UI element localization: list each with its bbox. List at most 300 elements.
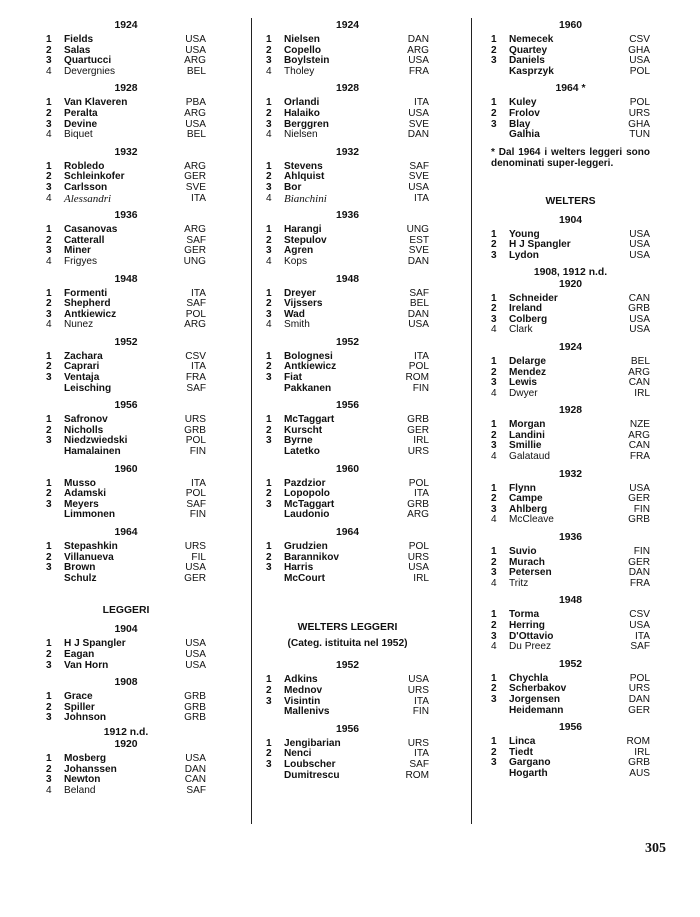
country-code: DAN	[628, 567, 650, 579]
result-row	[491, 579, 650, 590]
result-row	[491, 130, 650, 141]
athlete-name: Formenti	[64, 287, 108, 299]
country-code: ARG	[628, 366, 650, 378]
rank: 3	[266, 372, 272, 384]
athlete-name: Dwyer	[509, 387, 538, 399]
year-block	[46, 274, 206, 331]
country-code: ITA	[635, 630, 650, 642]
rank: 3	[491, 118, 497, 130]
column-divider	[471, 18, 472, 824]
athlete-name: Morgan	[509, 419, 546, 431]
country-code: ROM	[405, 372, 429, 384]
year-block	[46, 527, 206, 584]
rank: 2	[266, 361, 272, 373]
rank: 4	[46, 319, 52, 331]
rank: 2	[46, 551, 52, 563]
country-code: SAF	[186, 298, 206, 310]
country-code: SAF	[630, 641, 650, 653]
year-block	[46, 400, 206, 457]
athlete-name: Nunez	[64, 319, 94, 331]
athlete-name: Landini	[509, 429, 545, 441]
country-code: CAN	[628, 440, 650, 452]
athlete-name: Peralta	[64, 107, 98, 119]
result-row	[46, 67, 206, 78]
country-code: USA	[629, 313, 650, 325]
country-code: CAN	[184, 774, 206, 786]
year-block	[266, 724, 429, 781]
rank: 2	[491, 107, 497, 119]
year-block	[491, 279, 650, 336]
result-row	[491, 389, 650, 400]
result-row	[266, 320, 429, 331]
athlete-name: Biquet	[64, 129, 93, 141]
country-code: FIN	[412, 382, 429, 394]
rank: 3	[491, 503, 497, 515]
rank: 2	[266, 107, 272, 119]
rank: 4	[491, 324, 497, 336]
result-row	[491, 642, 650, 653]
country-code: UNG	[406, 224, 429, 236]
rank: 2	[491, 493, 497, 505]
athlete-name: Ahlquist	[284, 171, 325, 183]
athlete-name: Adkins	[284, 674, 318, 686]
country-code: ITA	[414, 748, 429, 760]
country-code: FIN	[633, 503, 650, 515]
athlete-name: Ireland	[509, 303, 543, 315]
athlete-name: Hogarth	[509, 767, 548, 779]
rank: 1	[491, 355, 497, 367]
section-title-welters: WELTERS	[545, 195, 596, 207]
year-block	[491, 595, 650, 652]
country-code: GHA	[628, 118, 650, 130]
athlete-name: Alessandri	[64, 192, 112, 205]
athlete-name: Harris	[284, 562, 314, 574]
athlete-name: Chychla	[509, 672, 549, 684]
athlete-name: Nielsen	[284, 34, 320, 45]
country-code: GER	[184, 245, 206, 257]
rank: 1	[46, 752, 52, 764]
athlete-name: Berggren	[284, 118, 329, 130]
country-code: ARG	[184, 319, 206, 331]
result-row	[46, 109, 206, 120]
athlete-name: Shepherd	[64, 298, 111, 310]
rank: 4	[46, 784, 52, 796]
rank: 2	[46, 107, 52, 119]
country-code: SVE	[408, 245, 429, 257]
athlete-name: Colberg	[509, 313, 548, 325]
country-code: ARG	[184, 160, 206, 172]
section-title-welters-leggeri: WELTERS LEGGERI	[297, 622, 398, 634]
country-code: URS	[407, 684, 429, 696]
athlete-name: Flynn	[509, 482, 536, 494]
rank: 4	[266, 319, 272, 331]
year-block	[491, 215, 650, 262]
result-row	[266, 183, 429, 194]
country-code: SVE	[185, 181, 206, 193]
rank: 2	[266, 551, 272, 563]
athlete-name: Murach	[509, 556, 545, 568]
rank: 1	[266, 34, 272, 45]
rank: 4	[491, 387, 497, 399]
country-code: IRL	[634, 746, 650, 758]
country-code: BEL	[409, 298, 429, 310]
year-block	[46, 20, 206, 77]
year-block	[46, 624, 206, 671]
rank: 2	[266, 684, 272, 696]
athlete-name: Laudonio	[284, 509, 330, 521]
rank: 2	[46, 298, 52, 310]
athlete-name: Galataud	[509, 451, 550, 463]
year-heading: 1956	[335, 723, 360, 735]
rank: 2	[491, 44, 497, 56]
rank: 3	[491, 630, 497, 642]
year-heading: 1960	[114, 463, 138, 475]
rank: 3	[266, 118, 272, 130]
result-row	[46, 650, 206, 661]
athlete-name: Kuley	[509, 97, 537, 109]
country-code: FIN	[412, 706, 429, 718]
footnote: * Dal 1964 i welters leggeri sono denominati super-leggeri.	[491, 146, 650, 170]
country-code: GRB	[628, 514, 650, 526]
athlete-name: D'Ottavio	[509, 630, 554, 642]
country-code: POL	[185, 488, 206, 500]
col1-top-results	[46, 20, 206, 584]
year-heading: 1948	[114, 273, 138, 285]
rank: 1	[491, 292, 497, 304]
country-code: POL	[185, 435, 206, 447]
result-row	[491, 621, 650, 632]
year-block	[491, 83, 650, 140]
rank: 1	[46, 224, 52, 236]
country-code: USA	[408, 55, 429, 67]
country-code: FRA	[185, 372, 206, 384]
result-row	[491, 109, 650, 120]
athlete-name: Blay	[509, 118, 531, 130]
country-code: IRL	[413, 435, 429, 447]
country-code: DAN	[407, 34, 429, 45]
result-row	[46, 713, 206, 724]
athlete-name: Suvio	[509, 546, 537, 558]
country-code: USA	[185, 34, 206, 45]
rank: 2	[266, 488, 272, 500]
country-code: ITA	[414, 695, 429, 707]
rank: 2	[266, 424, 272, 436]
year-block	[46, 739, 206, 796]
country-code: IRL	[413, 572, 429, 584]
athlete-name: Lydon	[509, 249, 539, 261]
country-code: GRB	[407, 414, 429, 426]
athlete-name: Beland	[64, 784, 96, 796]
country-code: POL	[629, 65, 650, 77]
country-code: DAN	[407, 255, 429, 267]
country-code: POL	[185, 308, 206, 320]
athlete-name: Quartucci	[64, 55, 112, 67]
athlete-name: Lopopolo	[284, 488, 330, 500]
rank: 3	[46, 118, 52, 130]
result-row	[491, 325, 650, 336]
athlete-name: Copello	[284, 44, 322, 56]
year-block	[266, 83, 429, 140]
rank: 4	[491, 514, 497, 526]
section-title-leggeri: LEGGERI	[102, 605, 150, 617]
country-code: PBA	[185, 97, 206, 109]
athlete-name: Vijssers	[284, 298, 323, 310]
rank: 3	[266, 695, 272, 707]
athlete-name: Smith	[284, 319, 310, 331]
rank: 1	[46, 34, 52, 45]
athlete-name: Quartey	[509, 44, 548, 56]
athlete-name: H J Spangler	[64, 638, 126, 650]
athlete-name: Frigyes	[64, 255, 98, 267]
year-block	[491, 405, 650, 462]
result-row	[491, 515, 650, 526]
country-code: USA	[185, 638, 206, 650]
athlete-name: Catterall	[64, 234, 105, 246]
country-code: SVE	[408, 118, 429, 130]
result-row	[46, 754, 206, 765]
athlete-name: Heidemann	[509, 704, 564, 716]
country-code: GER	[628, 556, 650, 568]
result-row	[491, 35, 650, 46]
result-row	[266, 574, 429, 585]
result-row	[491, 695, 650, 706]
athlete-name: Ventaja	[64, 372, 100, 384]
result-row	[46, 194, 206, 205]
athlete-name: Byrne	[284, 435, 313, 447]
rank: 4	[46, 192, 52, 204]
rank: 2	[46, 424, 52, 436]
country-code: GER	[628, 704, 650, 716]
year-block	[46, 83, 206, 140]
athlete-name: Fiat	[284, 372, 302, 384]
section-subtitle: (Categ. istituita nel 1952)	[287, 638, 408, 650]
country-code: CSV	[185, 350, 206, 362]
country-code: GRB	[184, 691, 206, 703]
result-row	[46, 447, 206, 458]
athlete-name: Loubscher	[284, 758, 336, 770]
athlete-name: Orlandi	[284, 97, 320, 109]
athlete-name: Kops	[284, 255, 308, 267]
year-block	[46, 677, 206, 724]
year-heading: 1952	[335, 336, 360, 348]
column-1	[46, 20, 206, 796]
athlete-name: Antkiewicz	[64, 308, 117, 320]
result-row	[266, 447, 429, 458]
athlete-name: Clark	[509, 324, 533, 336]
country-code: SVE	[408, 171, 429, 183]
not-disputed-note: 1908, 1912 n.d.	[533, 266, 608, 278]
year-heading: 1964	[114, 527, 138, 538]
year-block	[491, 342, 650, 399]
rank: 1	[46, 350, 52, 362]
year-heading: 1936	[114, 210, 138, 222]
country-code: USA	[629, 55, 650, 67]
rank: 2	[491, 366, 497, 378]
rank: 3	[491, 377, 497, 389]
rank: 3	[491, 440, 497, 452]
year-block	[491, 659, 650, 716]
athlete-name: Galhia	[509, 129, 540, 141]
result-row	[46, 320, 206, 331]
country-code: DAN	[407, 129, 429, 141]
rank: 2	[491, 429, 497, 441]
athlete-name: Delarge	[509, 355, 547, 367]
rank: 4	[266, 65, 272, 77]
athlete-name: Stepashkin	[64, 541, 118, 552]
rank: 1	[266, 97, 272, 109]
country-code: SAF	[186, 382, 206, 394]
country-code: AUS	[629, 767, 650, 779]
athlete-name: Niedzwiedski	[64, 435, 128, 447]
col2-top-results	[266, 20, 429, 584]
year-block	[266, 210, 429, 267]
country-code: GER	[184, 572, 206, 584]
year-heading: 1928	[558, 405, 583, 417]
rank: 3	[46, 245, 52, 257]
country-code: URS	[628, 107, 650, 119]
country-code: NZE	[629, 419, 650, 431]
result-row	[491, 251, 650, 262]
rank: 1	[46, 160, 52, 172]
result-row	[491, 357, 650, 368]
rank: 3	[266, 498, 272, 510]
athlete-name: Eagan	[64, 648, 95, 660]
col1-leggeri-results-b	[46, 739, 206, 796]
rank: 4	[46, 255, 52, 267]
athlete-name: Lewis	[509, 377, 538, 389]
result-row	[46, 574, 206, 585]
athlete-name: Mendez	[509, 366, 547, 378]
result-row	[491, 769, 650, 780]
year-block	[266, 20, 429, 77]
rank: 1	[491, 419, 497, 431]
rank: 3	[46, 181, 52, 193]
athlete-name: Smillie	[509, 440, 542, 452]
year-heading: 1908	[114, 677, 138, 689]
country-code: DAN	[184, 763, 206, 775]
year-heading: 1960	[558, 20, 583, 31]
result-row	[46, 183, 206, 194]
country-code: DAN	[628, 693, 650, 705]
rank: 1	[266, 477, 272, 489]
country-code: GRB	[184, 424, 206, 436]
athlete-name: Safronov	[64, 414, 108, 426]
country-code: USA	[408, 181, 429, 193]
rank: 3	[46, 308, 52, 320]
athlete-name: Limmonen	[64, 509, 116, 521]
result-row	[266, 760, 429, 771]
year-heading: 1956	[558, 722, 583, 734]
country-code: GRB	[184, 712, 206, 724]
country-code: ARG	[628, 429, 650, 441]
athlete-name: Latetko	[284, 446, 320, 458]
not-disputed-note: 1912 n.d.	[103, 726, 149, 738]
country-code: USA	[408, 674, 429, 686]
athlete-name: Nicholls	[64, 424, 104, 436]
result-row	[46, 130, 206, 141]
rank: 1	[491, 609, 497, 621]
rank: 1	[491, 482, 497, 494]
rank: 2	[46, 763, 52, 775]
col3-welters-results-b	[491, 279, 650, 780]
country-code: USA	[185, 659, 206, 671]
rank: 3	[46, 435, 52, 447]
year-block	[46, 210, 206, 267]
athlete-name: Miner	[64, 245, 91, 257]
rank: 1	[46, 414, 52, 426]
athlete-name: Du Preez	[509, 641, 552, 653]
country-code: GHA	[628, 44, 650, 56]
athlete-name: Jorgensen	[509, 693, 561, 705]
country-code: USA	[185, 648, 206, 660]
athlete-name: Campe	[509, 493, 543, 505]
rank: 2	[266, 748, 272, 760]
athlete-name: Jengibarian	[284, 737, 341, 749]
rank: 3	[266, 245, 272, 257]
country-code: GER	[184, 171, 206, 183]
col3-top-results	[491, 20, 650, 141]
country-code: GRB	[407, 498, 429, 510]
country-code: USA	[629, 239, 650, 251]
result-row	[46, 384, 206, 395]
athlete-name: McCleave	[509, 514, 554, 526]
athlete-name: Bor	[284, 181, 302, 193]
country-code: USA	[408, 562, 429, 574]
athlete-name: Agren	[284, 245, 314, 257]
country-code: BEL	[186, 65, 206, 77]
country-code: USA	[408, 319, 429, 331]
athlete-name: Antkiewicz	[284, 361, 337, 373]
result-row	[266, 542, 429, 553]
country-code: GRB	[628, 303, 650, 315]
country-code: USA	[408, 107, 429, 119]
rank: 3	[266, 435, 272, 447]
athlete-name: Dreyer	[284, 287, 316, 299]
result-row	[46, 257, 206, 268]
rank: 3	[266, 758, 272, 770]
country-code: USA	[185, 562, 206, 574]
athlete-name: Young	[509, 228, 540, 240]
country-code: ITA	[191, 361, 206, 373]
athlete-name: Mednov	[284, 684, 323, 696]
country-code: POL	[408, 477, 429, 489]
rank: 1	[491, 672, 497, 684]
year-heading: 1924	[558, 341, 583, 353]
athlete-name: Meyers	[64, 498, 99, 510]
athlete-name: Fields	[64, 34, 94, 45]
country-code: POL	[408, 541, 429, 552]
rank: 2	[491, 556, 497, 568]
year-heading: 1936	[335, 210, 360, 222]
country-code: POL	[629, 97, 650, 109]
country-code: CSV	[629, 609, 650, 621]
country-code: FIN	[189, 509, 206, 521]
rank: 2	[46, 171, 52, 183]
result-row	[46, 510, 206, 521]
athlete-name: Ahlberg	[509, 503, 548, 515]
rank: 1	[266, 350, 272, 362]
rank: 1	[46, 638, 52, 650]
country-code: FIN	[189, 446, 206, 458]
country-code: ARG	[407, 44, 429, 56]
year-heading: 1920	[114, 738, 138, 750]
athlete-name: Brown	[64, 562, 96, 574]
rank: 3	[491, 757, 497, 769]
rank: 3	[46, 774, 52, 786]
country-code: ITA	[191, 287, 206, 299]
country-code: URS	[407, 737, 429, 749]
country-code: BEL	[186, 129, 206, 141]
